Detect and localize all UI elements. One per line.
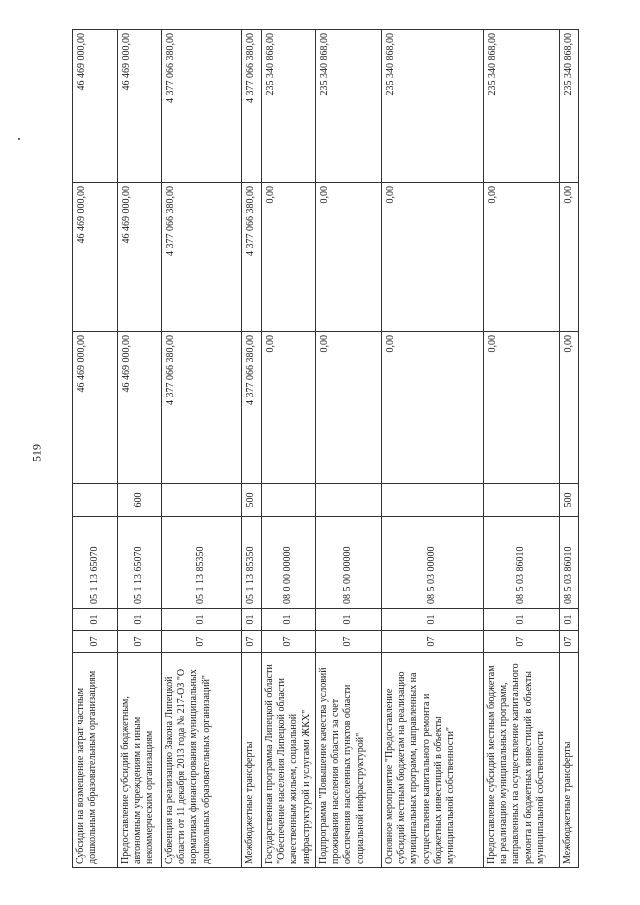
amount-year-2: 0,00 bbox=[484, 183, 560, 332]
section-code: 07 bbox=[484, 631, 560, 653]
target-article-code: 05 1 13 85350 bbox=[162, 517, 242, 609]
subsection-code: 01 bbox=[73, 609, 118, 631]
section-code: 07 bbox=[118, 631, 162, 653]
expense-type-code bbox=[382, 484, 484, 517]
row-name: Межбюджетные трансферты bbox=[560, 653, 579, 868]
amount-year-1: 4 377 066 380,00 bbox=[242, 332, 262, 484]
table-row bbox=[484, 30, 560, 868]
amount-year-1: 0,00 bbox=[262, 332, 316, 484]
amount-year-2: 0,00 bbox=[560, 183, 579, 332]
table-row bbox=[242, 30, 262, 868]
target-article-code: 08 0 00 00000 bbox=[262, 517, 316, 609]
amount-year-3: 46 469 000,00 bbox=[73, 30, 118, 183]
table-row bbox=[262, 30, 316, 868]
amount-year-2: 4 377 066 380,00 bbox=[242, 183, 262, 332]
table-row bbox=[560, 30, 579, 868]
amount-year-2: 46 469 000,00 bbox=[73, 183, 118, 332]
expense-type-code bbox=[162, 484, 242, 517]
amount-year-3: 4 377 066 380,00 bbox=[242, 30, 262, 183]
row-name: Государственная программа Липецкой области "Обеспечение населения Липецкой области качественным жильем, социальной инфраструктурой и услугами ЖКХ" bbox=[262, 653, 316, 868]
subsection-code: 01 bbox=[118, 609, 162, 631]
scan-speck bbox=[18, 138, 20, 140]
target-article-code: 08 5 03 86010 bbox=[484, 517, 560, 609]
target-article-code: 05 1 13 85350 bbox=[242, 517, 262, 609]
row-name: Предоставление субсидий бюджетным, автономным учреждениям и иным некоммерческим организациям bbox=[118, 653, 162, 868]
section-code: 07 bbox=[242, 631, 262, 653]
target-article-code: 08 5 03 86010 bbox=[560, 517, 579, 609]
target-article-code: 05 1 13 65070 bbox=[118, 517, 162, 609]
budget-table bbox=[72, 29, 579, 868]
rotated-page-content bbox=[72, 30, 578, 868]
amount-year-3: 235 340 868,00 bbox=[316, 30, 382, 183]
section-code: 07 bbox=[560, 631, 579, 653]
expense-type-code: 500 bbox=[560, 484, 579, 517]
table-row bbox=[382, 30, 484, 868]
row-name: Субсидии на возмещение затрат частным дошкольным образовательным организациям bbox=[73, 653, 118, 868]
row-name: Предоставление субсидий местным бюджетам на реализацию муниципальных программ, направленных на осуществление капитального ремонта и бюджетных инвестиций в объекты муниципальной собственности bbox=[484, 653, 560, 868]
subsection-code: 01 bbox=[484, 609, 560, 631]
row-name: Субвенция на реализацию Закона Липецкой области от 11 декабря 2013 года № 217-ОЗ "О нормативах финансирования муниципальных дошкольных образовательных организаций" bbox=[162, 653, 242, 868]
section-code: 07 bbox=[382, 631, 484, 653]
subsection-code: 01 bbox=[162, 609, 242, 631]
amount-year-2: 4 377 066 380,00 bbox=[162, 183, 242, 332]
amount-year-3: 46 469 000,00 bbox=[118, 30, 162, 183]
amount-year-1: 0,00 bbox=[484, 332, 560, 484]
target-article-code: 08 5 00 00000 bbox=[316, 517, 382, 609]
subsection-code: 01 bbox=[316, 609, 382, 631]
table-row bbox=[118, 30, 162, 868]
section-code: 07 bbox=[316, 631, 382, 653]
amount-year-3: 235 340 868,00 bbox=[560, 30, 579, 183]
target-article-code: 05 1 13 65070 bbox=[73, 517, 118, 609]
table-row bbox=[73, 30, 118, 868]
subsection-code: 01 bbox=[560, 609, 579, 631]
section-code: 07 bbox=[262, 631, 316, 653]
expense-type-code bbox=[484, 484, 560, 517]
amount-year-2: 0,00 bbox=[262, 183, 316, 332]
row-name: Основное мероприятие "Предоставление субсидий местным бюджетам на реализацию муниципальных программ, направленных на осуществление капитального ремонта и бюджетных инвестиций в объекты муниципальной собственности" bbox=[382, 653, 484, 868]
amount-year-1: 4 377 066 380,00 bbox=[162, 332, 242, 484]
row-name: Межбюджетные трансферты bbox=[242, 653, 262, 868]
amount-year-2: 46 469 000,00 bbox=[118, 183, 162, 332]
section-code: 07 bbox=[73, 631, 118, 653]
amount-year-3: 4 377 066 380,00 bbox=[162, 30, 242, 183]
amount-year-1: 46 469 000,00 bbox=[73, 332, 118, 484]
expense-type-code bbox=[262, 484, 316, 517]
amount-year-3: 235 340 868,00 bbox=[484, 30, 560, 183]
amount-year-1: 0,00 bbox=[316, 332, 382, 484]
subsection-code: 01 bbox=[382, 609, 484, 631]
amount-year-2: 0,00 bbox=[316, 183, 382, 332]
table-body bbox=[73, 30, 579, 868]
amount-year-1: 0,00 bbox=[560, 332, 579, 484]
expense-type-code: 600 bbox=[118, 484, 162, 517]
expense-type-code bbox=[316, 484, 382, 517]
amount-year-2: 0,00 bbox=[382, 183, 484, 332]
target-article-code: 08 5 03 00000 bbox=[382, 517, 484, 609]
expense-type-code: 500 bbox=[242, 484, 262, 517]
section-code: 07 bbox=[162, 631, 242, 653]
page-number: 519 bbox=[29, 444, 44, 462]
subsection-code: 01 bbox=[262, 609, 316, 631]
amount-year-1: 46 469 000,00 bbox=[118, 332, 162, 484]
amount-year-3: 235 340 868,00 bbox=[382, 30, 484, 183]
expense-type-code bbox=[73, 484, 118, 517]
table-row bbox=[162, 30, 242, 868]
table-row bbox=[316, 30, 382, 868]
row-name: Подпрограмма "Повышение качества условий проживания населения области за счет обеспечения населенных пунктов области социальной инфраструктурой" bbox=[316, 653, 382, 868]
amount-year-3: 235 340 868,00 bbox=[262, 30, 316, 183]
amount-year-1: 0,00 bbox=[382, 332, 484, 484]
subsection-code: 01 bbox=[242, 609, 262, 631]
